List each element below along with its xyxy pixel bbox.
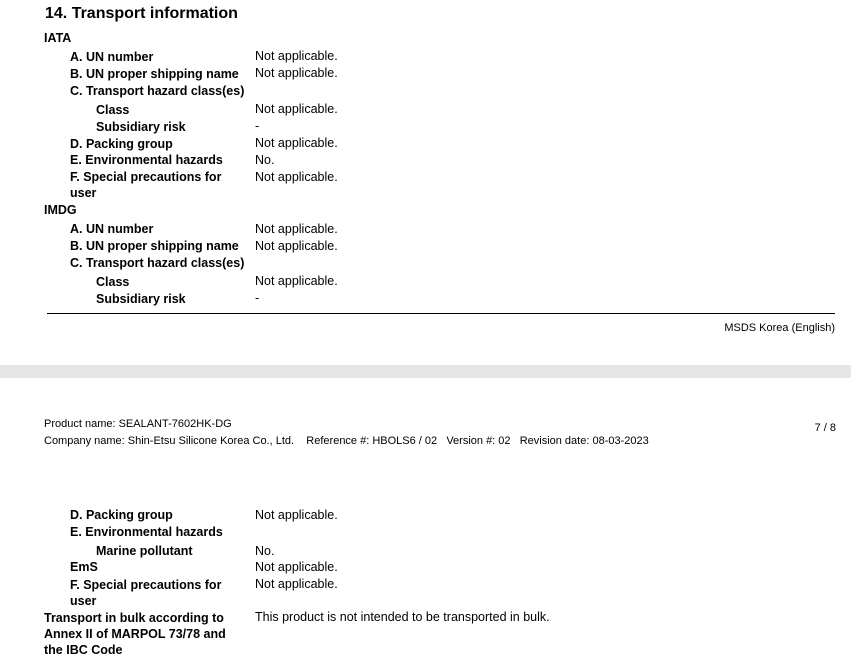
imdg-shipping-name-label: B. UN proper shipping name [70,239,239,253]
product-name: Product name: SEALANT-7602HK-DG [44,418,232,430]
marine-pollutant-label: Marine pollutant [96,544,193,558]
imdg-packing-value: Not applicable. [255,508,338,522]
imdg-class-value: Not applicable. [255,274,338,288]
section-title: 14. Transport information [45,5,238,22]
bulk-label-line1: Transport in bulk according to [44,611,224,625]
iata-class-value: Not applicable. [255,102,338,116]
bulk-label-line3: the IBC Code [44,643,123,657]
iata-class-label: Class [96,103,130,117]
imdg-packing-label: D. Packing group [70,508,173,522]
iata-packing-value: Not applicable. [255,136,338,150]
footer-document-name: MSDS Korea (English) [724,322,835,334]
ems-value: Not applicable. [255,560,338,574]
iata-subsidiary-value: - [255,119,260,133]
iata-un-number-label: A. UN number [70,50,154,64]
imdg-subsidiary-value: - [255,291,260,305]
page-number: 7 / 8 [814,422,836,434]
imdg-special-label-line1: F. Special precautions for [70,578,222,592]
imdg-special-value: Not applicable. [255,577,338,591]
company-line: Company name: Shin-Etsu Silicone Korea Co., Ltd. Reference #: HBOLS6 / 02 Version #: 02 Revision date: 08-03-2023 [44,435,649,447]
marine-pollutant-value: No. [255,544,275,558]
iata-env-label: E. Environmental hazards [70,153,223,167]
iata-subsidiary-label: Subsidiary risk [96,120,186,134]
page-separator [0,365,851,378]
iata-shipping-name-value: Not applicable. [255,66,338,80]
iata-un-number-value: Not applicable. [255,49,338,63]
imdg-un-number-label: A. UN number [70,222,154,236]
bulk-value: This product is not intended to be transported in bulk. [255,610,550,624]
iata-shipping-name-label: B. UN proper shipping name [70,67,239,81]
imdg-heading: IMDG [44,203,77,217]
footer-rule [47,313,835,314]
iata-special-value: Not applicable. [255,170,338,184]
imdg-subsidiary-label: Subsidiary risk [96,292,186,306]
imdg-class-label: Class [96,275,130,289]
iata-packing-label: D. Packing group [70,137,173,151]
iata-heading: IATA [44,31,72,45]
bulk-label-line2: Annex II of MARPOL 73/78 and [44,627,226,641]
imdg-special-label-line2: user [70,594,97,608]
imdg-env-label: E. Environmental hazards [70,525,223,539]
imdg-un-number-value: Not applicable. [255,222,338,236]
iata-hazard-class-label: C. Transport hazard class(es) [70,84,245,98]
iata-special-label-line1: F. Special precautions for [70,170,222,184]
iata-env-value: No. [255,153,275,167]
imdg-hazard-class-label: C. Transport hazard class(es) [70,256,245,270]
imdg-shipping-name-value: Not applicable. [255,239,338,253]
ems-label: EmS [70,560,98,574]
iata-special-label-line2: user [70,186,97,200]
